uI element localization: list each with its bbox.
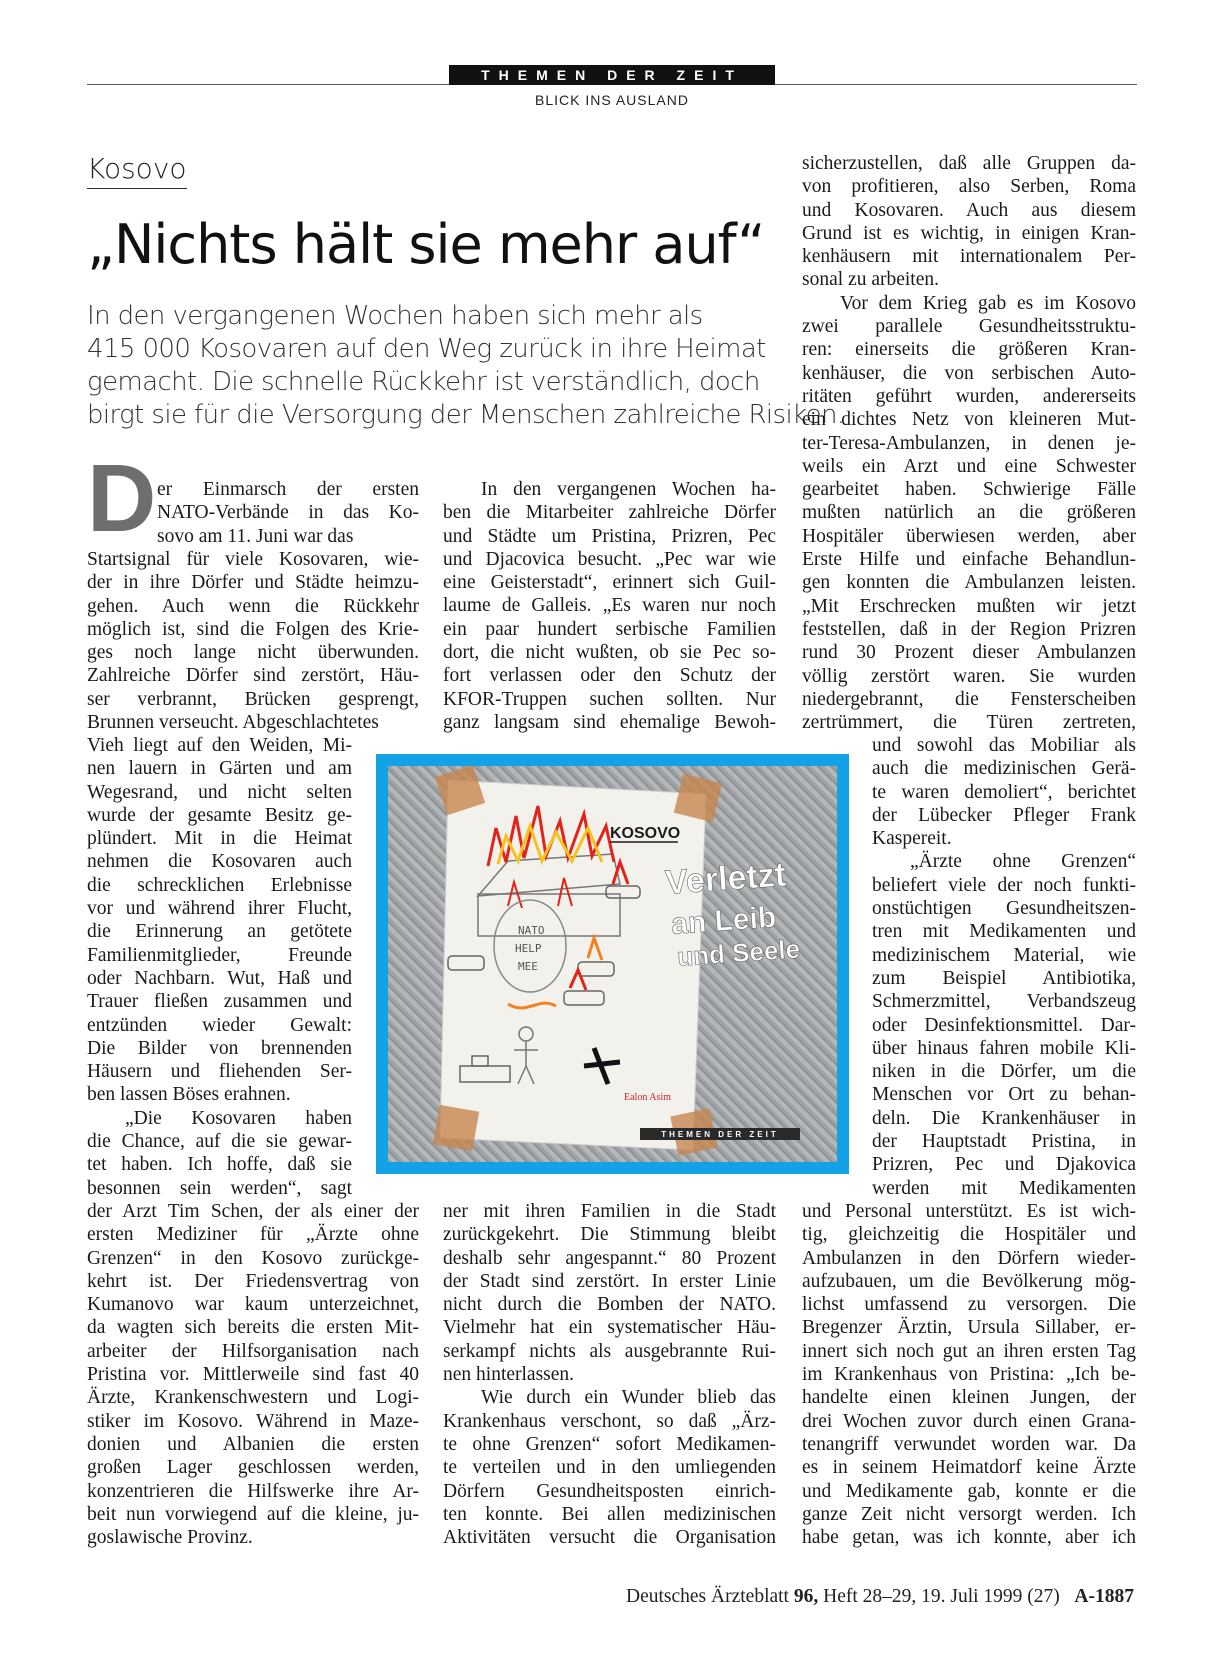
article-image [388,766,837,1162]
text-line: der Stadt sind zerstört. In erster Linie [443,1270,776,1292]
text-line: und Personal unterstützt. Es ist wich- [802,1201,1136,1222]
text-line: kenhäuser, die von serbischen Auto- [802,362,1136,384]
text-line: großen Lager geschlossen werden, [87,1457,419,1479]
text-line: zurückgekehrt. Die Stimmung bleibt [443,1224,776,1246]
text-line: donien und Albanien die ersten [87,1433,419,1455]
text-line: te ohne Grenzen“ sofort Medikamen- [443,1433,776,1455]
text-line: kehrt ist. Der Friedensvertrag von [87,1270,419,1292]
text-line: arbeiter der Hilfsorganisation nach [87,1340,419,1362]
text-line: es in seinem Heimatdorf keine Ärzte [802,1457,1136,1479]
text-line: der Lübecker Pfleger Frank [872,804,1136,826]
text-line: ganze Zeit nicht versorgt werden. Ich [802,1503,1136,1525]
text-line: ein paar hundert serbische Familien [443,618,776,640]
text-line: wurde der gesamte Besitz ge- [87,804,352,826]
text-line: oder Desinfektionsmittel. Dar- [872,1014,1136,1036]
text-line: ersten Mediziner für „Ärzte ohne [87,1224,419,1246]
article-lead [87,300,845,432]
text-line: feststellen, daß in der Region Prizren [802,618,1136,640]
image-title-line-3: und Seele [676,933,801,972]
text-line: Vor dem Krieg gab es im Kosovo [840,292,1136,314]
image-title-line-1: Verletzt [663,855,788,902]
text-line: im Krankenhaus von Pristina: „Ich be- [802,1364,1136,1386]
drawing-signature: Ealon Asim [624,1092,671,1103]
text-line: laume de Galleis. „Es waren nur noch [443,595,776,617]
text-line: Vielmehr hat ein systematischer Häu- [443,1317,776,1339]
column-2-top [443,478,776,734]
footer-issue-date: Heft 28–29, 19. Juli 1999 (27) [823,1586,1060,1607]
text-line: Kumanovo war kaum unterzeichnet, [87,1294,419,1316]
lead-line: birgt sie für die Versorgung der Menschen zahlreiche Risiken. [87,400,845,430]
text-line: ser verbrannt, Brücken gesprengt, [87,688,419,710]
text-line: Vieh liegt auf den Weiden, Mi- [87,735,352,756]
child-drawing-poster [388,766,837,1162]
text-line: und Djacovica besucht. „Pec war wie [443,548,776,570]
text-line: der Hauptstadt Pristina, in [872,1131,1136,1153]
image-title-line-2: an Leib [670,900,778,941]
text-line: NATO-Verbände in das Ko- [157,502,419,524]
text-line: nehmen die Kosovaren auch [87,851,352,873]
text-line: und sowohl das Mobiliar als [872,735,1136,756]
column-1-narrow [87,734,352,1200]
text-line: nen lauern in Gärten und am [87,758,352,780]
text-line: dort, die nicht wußten, ob sie Pec so- [443,642,776,664]
lead-line: In den vergangenen Wochen haben sich mehr als [87,301,703,331]
text-line: ges noch lange nicht überwunden. [87,642,419,664]
text-line: vor und während ihrer Flucht, [87,898,352,920]
text-line: und Kosovaren. Auch aus diesem [802,199,1136,221]
text-line: ganz langsam sind ehemalige Bewoh- [443,711,776,733]
lead-line: gemacht. Die schnelle Rückkehr ist verständlich, doch [87,367,760,397]
text-line: eine Geisterstadt“, erinnert sich Guil- [443,572,776,594]
text-line: gearbeitet haben. Schwierige Fälle [802,479,1136,501]
text-line: niedergebrannt, die Fensterscheiben [802,688,1136,710]
text-line: Wie durch ein Wunder blieb das [481,1387,776,1409]
text-line: stiker im Kosovo. Während in Maze- [87,1410,419,1432]
text-line: plündert. Mit in die Heimat [87,828,352,850]
text-line: tren mit Medikamenten und [872,921,1136,943]
column-1-top [157,478,419,548]
text-line: die schrecklichen Erlebnisse [87,874,352,896]
text-line: tig, gleichzeitig die Hospitäler und [802,1224,1136,1246]
text-line: In den vergangenen Wochen ha- [481,479,776,500]
text-line: ren: einerseits die größeren Kran- [802,339,1136,361]
text-line: zertrümmert, die Türen zertreten, [802,712,1136,734]
drop-cap: D [87,445,157,552]
column-3-bottom [802,1200,1136,1549]
text-line: möglich ist, sind die Folgen des Krie- [87,618,419,640]
text-line: er Einmarsch der ersten [157,479,419,500]
article-headline: „Nichts hält sie mehr auf“ [87,213,765,276]
text-line: niken in die Dörfer, um die [872,1061,1136,1083]
text-line: ten konnte. Bei allen medizinischen [443,1503,776,1525]
text-line: Bregenzer Ärztin, Ursula Sillaber, er- [802,1317,1136,1339]
text-line: Ärzte, Krankenschwestern und Logi- [87,1387,419,1409]
text-line: lichst umfassend zu versorgen. Die [802,1294,1136,1316]
column-3-top [802,152,1136,734]
text-line: rund 30 Prozent dieser Ambulanzen [802,642,1136,664]
text-line: der Arzt Tim Schen, der als einer der [87,1201,419,1222]
text-line: und Städte um Pristina, Prizren, Pec [443,525,776,547]
text-line: ter-Teresa-Ambulanzen, in denen je- [802,432,1136,454]
column-1-bottom [87,1200,419,1549]
text-line: deln. Die Krankenhäuser in [872,1107,1136,1129]
text-line: die Erinnerung an getötete [87,921,352,943]
image-footer-strip: THEMEN DER ZEIT [661,1130,779,1139]
text-line: tet haben. Ich hoffe, daß sie [87,1154,352,1176]
text-line: Erste Hilfe und einfache Behandlun- [802,549,1136,571]
text-line: habe getan, was ich konnte, aber ich [802,1527,1136,1549]
text-line: aufzubauen, um die Bevölkerung mög- [802,1270,1136,1292]
text-line: von profitieren, also Serben, Roma [802,176,1136,198]
text-line: Aktivitäten versucht die Organisation [443,1527,776,1549]
text-line: goslawische Provinz. [87,1527,253,1549]
text-line: tenangriff verwundet worden war. Da [802,1433,1136,1455]
article-image-frame [376,754,849,1174]
text-line: weils ein Arzt und eine Schwester [802,455,1136,477]
section-title: THEMEN DER ZEIT [449,65,775,85]
page-footer [626,1586,1134,1608]
text-line: Pristina vor. Mittlerweile sind fast 40 [87,1364,419,1386]
text-line: beliefert viele der noch funkti- [872,874,1136,896]
column-1-body [87,548,419,734]
text-line: handelte einen kleinen Jungen, der [802,1387,1136,1409]
text-line: ein dichtes Netz von kleineren Mut- [802,409,1136,431]
text-line: nen hinterlassen. [443,1364,575,1386]
text-line: Prizren, Pec und Djakovica [872,1154,1136,1176]
text-line: Brunnen verseucht. Abgeschlachtetes [87,712,379,734]
text-line: Zahlreiche Dörfer sind zerstört, Häu- [87,665,419,687]
text-line: Schmerzmittel, Verbandszeug [872,991,1136,1013]
column-3-narrow [872,734,1136,1200]
text-line: ben die Mitarbeiter zahlreiche Dörfer [443,502,776,524]
text-line: besonnen sein werden“, sagt [87,1177,352,1199]
text-line: entzünden wieder Gewalt: [87,1014,352,1036]
text-line: Dörfern Gesundheitsposten einrich- [443,1480,776,1502]
text-line: da wagten sich bereits die ersten Mit- [87,1317,419,1339]
text-line: Die Bilder von brennenden [87,1037,352,1059]
text-line: serkampf nichts als ausgebrannte Rui- [443,1340,776,1362]
text-line: Trauer fließen zusammen und [87,991,352,1013]
text-line: und Medikamente gab, konnte er die [802,1480,1136,1502]
text-line: te waren demoliert“, berichtet [872,781,1136,803]
text-line: der in ihre Dörfer und Städte heimzu- [87,572,419,594]
text-line: fort verlassen oder den Schutz der [443,665,776,687]
image-label: KOSOVO [610,825,681,842]
text-line: onstüchtigen Gesundheitszen- [872,898,1136,920]
text-line: kenhäusern mit internationalem Per- [802,246,1136,268]
text-line: beit nun vorwiegend auf die kleine, ju- [87,1503,419,1525]
footer-page-number: A-1887 [1074,1586,1134,1607]
text-line: ben lassen Böses erahnen. [87,1084,291,1106]
footer-journal: Deutsches Ärzteblatt [626,1586,789,1607]
text-line: deshalb sehr angespannt.“ 80 Prozent [443,1247,776,1269]
text-line: auch die medizinischen Gerä- [872,758,1136,780]
text-line: Ambulanzen in den Dörfern wieder- [802,1247,1136,1269]
text-line: oder Nachbarn. Wut, Haß und [87,967,352,989]
text-line: Startsignal für viele Kosovaren, wie- [87,549,419,570]
text-line: gehen. Auch wenn die Rückkehr [87,595,419,617]
text-line: konzentrieren die Hilfswerke ihre Ar- [87,1480,419,1502]
text-line: Kaspereit. [872,828,952,850]
text-line: Krankenhaus verschont, so daß „Ärz- [443,1410,776,1432]
text-line: zum Beispiel Antibiotika, [872,967,1136,989]
drawing-text-2: HELP [515,942,542,955]
text-line: die Chance, auf die sie gewar- [87,1131,352,1153]
text-line: Grund ist es wichtig, in einigen Kran- [802,222,1136,244]
text-line: Familienmitglieder, Freunde [87,944,352,966]
drawing-text-1: NATO [518,924,545,937]
text-line: KFOR-Truppen suchen sollten. Nur [443,688,776,710]
drawing-text-3: MEE [518,960,538,973]
text-line: innert sich noch gut an ihren ersten Tag [802,1340,1136,1362]
text-line: Wegesrand, und nicht selten [87,781,352,803]
text-line: ner mit ihren Familien in die Stadt [443,1201,776,1222]
text-line: über hinaus fahren mobile Kli- [872,1037,1136,1059]
column-2-bottom [443,1200,776,1549]
text-line: „Die Kosovaren haben [125,1107,352,1129]
text-line: ritäten geführt wurden, andererseits [802,385,1136,407]
text-line: Menschen vor Ort zu behan- [872,1084,1136,1106]
text-line: sicherzustellen, daß alle Gruppen da- [802,153,1136,174]
text-line: gen konnten die Ambulanzen leisten. [802,572,1136,594]
text-line: zwei parallele Gesundheitsstruktu- [802,316,1136,338]
text-line: sonal zu arbeiten. [802,269,939,291]
text-line: „Mit Erschrecken mußten wir jetzt [802,595,1136,617]
text-line: völlig zerstört waren. Sie wurden [802,665,1136,687]
lead-line: 415 000 Kosovaren auf den Weg zurück in ihre Heimat [87,334,766,364]
section-subtitle: BLICK INS AUSLAND [535,92,689,108]
text-line: te verteilen und in den umliegenden [443,1457,776,1479]
text-line: „Ärzte ohne Grenzen“ [910,851,1136,873]
footer-volume: 96, [793,1586,819,1607]
text-line: sovo am 11. Juni war das [157,525,354,547]
text-line: werden mit Medikamenten [872,1177,1136,1199]
text-line: nicht durch die Bomben der NATO. [443,1294,776,1316]
text-line: Häusern und fliehenden Ser- [87,1061,352,1083]
text-line: Grenzen“ in den Kosovo zurückge- [87,1247,419,1269]
text-line: drei Wochen zuvor durch einen Grana- [802,1410,1136,1432]
text-line: mußten natürlich an die größeren [802,502,1136,524]
text-line: Hospitäler überwiesen werden, aber [802,525,1136,547]
text-line: medizinischem Material, wie [872,944,1136,966]
article-kicker: Kosovo [87,152,187,189]
